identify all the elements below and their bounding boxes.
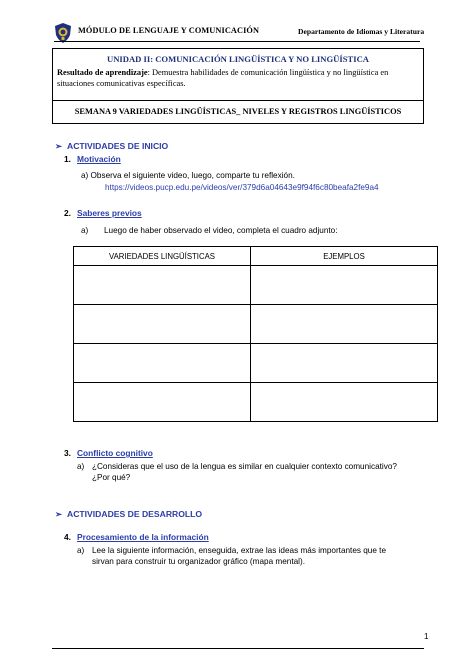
week-title: SEMANA 9 VARIEDADES LINGÜÍSTICAS_ NIVELES Y REGISTROS LINGÜÍSTICOS [74, 107, 402, 116]
subsection-label: Conflicto cognitivo [77, 448, 153, 458]
section-heading-desarrollo [55, 509, 202, 520]
header-rule [54, 41, 420, 42]
section-heading-inicio-text: ACTIVIDADES DE INICIO [67, 141, 169, 151]
subsection-motivacion [64, 154, 121, 164]
conflicto-item-line1: ¿Consideras que el uso de la lengua es similar en cualquier contexto comunicativo? [92, 462, 397, 471]
unit-box [52, 48, 424, 124]
motivacion-item: a) Observa el siguiente video, luego, comparte tu reflexión. [81, 171, 295, 180]
saberes-item: Luego de haber observado el video, completa el cuadro adjunto: [104, 226, 338, 235]
subsection-number: 3. [64, 448, 71, 458]
procesamiento-item-line2: sirvan para construir tu organizador gráfico (mapa mental). [92, 557, 305, 566]
unit-title: UNIDAD II: COMUNICACIÓN LINGÜÍSTICA Y NO LINGÜÍSTICA [107, 54, 369, 64]
module-title: MÓDULO DE LENGUAJE Y COMUNICACIÓN [78, 26, 260, 35]
section-heading-desarrollo-text: ACTIVIDADES DE DESARROLLO [67, 509, 203, 519]
table-cell[interactable] [251, 344, 438, 383]
conflicto-item-letter: a) [77, 462, 85, 471]
subsection-label: Saberes previos [77, 208, 142, 218]
arrow-bullet-icon: ➢ [55, 509, 63, 519]
table-cell[interactable] [74, 344, 251, 383]
page-number: 1 [424, 632, 429, 641]
saberes-item-letter: a) [81, 226, 89, 235]
arrow-bullet-icon: ➢ [55, 141, 63, 151]
varieties-table [73, 246, 438, 422]
subsection-number: 4. [64, 532, 71, 542]
table-cell[interactable] [251, 266, 438, 305]
table-row [74, 383, 438, 422]
table-row [74, 344, 438, 383]
department-name: Departamento de Idiomas y Literatura [298, 27, 425, 36]
table-cell[interactable] [74, 383, 251, 422]
subsection-saberes [64, 208, 142, 218]
subsection-label: Motivación [77, 154, 121, 164]
section-heading-inicio [55, 141, 168, 152]
learning-outcome-text: : Demuestra habilidades de comunicación lingüística y no lingüística en situaciones comunicativas específicas. [57, 68, 389, 88]
procesamiento-item-line1: Lee la siguiente información, enseguida, extrae las ideas más importantes que te [92, 546, 387, 555]
table-cell[interactable] [74, 305, 251, 344]
learning-outcome [57, 68, 419, 89]
subsection-label: Procesamiento de la información [77, 532, 209, 542]
footer-rule [52, 648, 424, 649]
table-cell[interactable] [251, 383, 438, 422]
video-link[interactable]: https://videos.pucp.edu.pe/videos/ver/379d6a04643e9f94f6c80beafa2fe9a4 [105, 183, 379, 192]
unit-box-top [53, 49, 423, 101]
subsection-procesamiento [64, 532, 209, 542]
procesamiento-item-letter: a) [77, 546, 85, 555]
subsection-number: 1. [64, 154, 71, 164]
conflicto-item-line2: ¿Por qué? [92, 473, 131, 482]
table-row [74, 305, 438, 344]
learning-outcome-label: Resultado de aprendizaje [57, 68, 148, 77]
subsection-number: 2. [64, 208, 71, 218]
university-crest-logo [54, 23, 72, 43]
table-cell[interactable] [74, 266, 251, 305]
table-header-cell: VARIEDADES LINGÜÍSTICAS [74, 247, 251, 266]
table-row [74, 266, 438, 305]
subsection-conflicto [64, 448, 153, 458]
table-header-row [74, 247, 438, 266]
table-cell[interactable] [251, 305, 438, 344]
table-header-cell: EJEMPLOS [251, 247, 438, 266]
